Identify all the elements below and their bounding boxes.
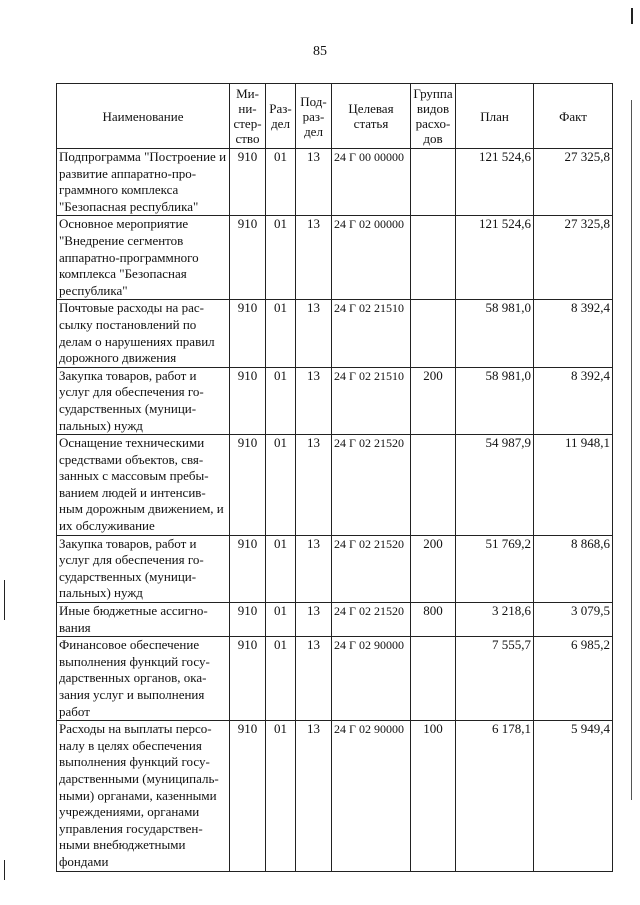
scan-edge-mark	[4, 580, 5, 620]
row-fact: 6 985,2	[534, 637, 613, 721]
row-fact: 27 325,8	[534, 216, 613, 300]
row-subsection: 13	[296, 721, 332, 871]
header-name: Наименование	[57, 84, 230, 149]
row-subsection: 13	[296, 300, 332, 367]
table-row	[57, 535, 613, 602]
row-fact: 11 948,1	[534, 435, 613, 536]
row-target: 24 Г 02 21520	[332, 535, 411, 602]
table-row	[57, 637, 613, 721]
row-subsection: 13	[296, 535, 332, 602]
table-row	[57, 300, 613, 367]
row-fact: 3 079,5	[534, 603, 613, 637]
table-row	[57, 721, 613, 871]
row-group	[411, 637, 456, 721]
table-row	[57, 435, 613, 536]
row-subsection: 13	[296, 435, 332, 536]
row-ministry: 910	[230, 535, 266, 602]
row-subsection: 13	[296, 603, 332, 637]
row-group: 200	[411, 367, 456, 434]
row-subsection: 13	[296, 637, 332, 721]
row-section: 01	[266, 149, 296, 216]
row-name: Финансовое обеспечение выполнения функций госу-дарственных органов, ока-зания услуг и выполнения работ	[57, 637, 230, 721]
header-target: Целевая статья	[332, 84, 411, 149]
row-plan: 54 987,9	[456, 435, 534, 536]
row-group	[411, 435, 456, 536]
row-ministry: 910	[230, 300, 266, 367]
row-plan: 58 981,0	[456, 300, 534, 367]
row-section: 01	[266, 216, 296, 300]
row-target: 24 Г 02 90000	[332, 637, 411, 721]
row-section: 01	[266, 367, 296, 434]
row-subsection: 13	[296, 149, 332, 216]
table-row	[57, 603, 613, 637]
row-ministry: 910	[230, 149, 266, 216]
row-plan: 121 524,6	[456, 216, 534, 300]
row-ministry: 910	[230, 637, 266, 721]
row-section: 01	[266, 535, 296, 602]
row-plan: 121 524,6	[456, 149, 534, 216]
row-plan: 7 555,7	[456, 637, 534, 721]
row-fact: 8 392,4	[534, 367, 613, 434]
table-header-row	[57, 84, 613, 149]
scan-edge-mark	[4, 860, 5, 880]
row-target: 24 Г 02 00000	[332, 216, 411, 300]
table-row	[57, 367, 613, 434]
row-ministry: 910	[230, 435, 266, 536]
row-name: Закупка товаров, работ и услуг для обеспечения го-сударственных (муници-пальных) нужд	[57, 367, 230, 434]
row-subsection: 13	[296, 367, 332, 434]
table-row	[57, 149, 613, 216]
row-fact: 8 392,4	[534, 300, 613, 367]
table-row	[57, 216, 613, 300]
row-section: 01	[266, 435, 296, 536]
row-group	[411, 149, 456, 216]
row-section: 01	[266, 637, 296, 721]
row-name: Оснащение техническими средствами объектов, свя-занных с массовым пребы-ванием людей и интенсив-ным дорожным движением, и их обслуживание	[57, 435, 230, 536]
row-plan: 6 178,1	[456, 721, 534, 871]
row-group: 200	[411, 535, 456, 602]
header-group: Группа видов расхо-дов	[411, 84, 456, 149]
row-group: 100	[411, 721, 456, 871]
row-group	[411, 300, 456, 367]
row-plan: 51 769,2	[456, 535, 534, 602]
header-fact: Факт	[534, 84, 613, 149]
header-subsection: Под-раз-дел	[296, 84, 332, 149]
header-plan: План	[456, 84, 534, 149]
row-plan: 3 218,6	[456, 603, 534, 637]
row-target: 24 Г 02 21520	[332, 435, 411, 536]
row-ministry: 910	[230, 603, 266, 637]
scan-edge-mark	[631, 8, 633, 24]
header-section: Раз-дел	[266, 84, 296, 149]
scan-edge-mark	[631, 100, 632, 800]
row-name: Почтовые расходы на рас-сылку постановлений по делам о нарушениях правил дорожного движения	[57, 300, 230, 367]
row-group: 800	[411, 603, 456, 637]
row-section: 01	[266, 721, 296, 871]
row-target: 24 Г 02 90000	[332, 721, 411, 871]
row-fact: 8 868,6	[534, 535, 613, 602]
row-name: Расходы на выплаты персо-налу в целях обеспечения выполнения функций госу-дарственными (муниципаль-ными) органами, казенными учреждениями, органами управления государствен-ными внебюджетными фондами	[57, 721, 230, 871]
row-section: 01	[266, 300, 296, 367]
row-target: 24 Г 02 21510	[332, 367, 411, 434]
row-name: Закупка товаров, работ и услуг для обеспечения го-сударственных (муници-пальных) нужд	[57, 535, 230, 602]
row-section: 01	[266, 603, 296, 637]
row-fact: 5 949,4	[534, 721, 613, 871]
row-name: Иные бюджетные ассигно-вания	[57, 603, 230, 637]
row-name: Подпрограмма "Построение и развитие аппаратно-про-граммного комплекса "Безопасная республика"	[57, 149, 230, 216]
row-ministry: 910	[230, 216, 266, 300]
row-target: 24 Г 02 21520	[332, 603, 411, 637]
budget-table	[56, 83, 613, 872]
row-name: Основное мероприятие "Внедрение сегментов аппаратно-программного комплекса "Безопасная республика"	[57, 216, 230, 300]
row-target: 24 Г 00 00000	[332, 149, 411, 216]
row-target: 24 Г 02 21510	[332, 300, 411, 367]
header-ministry: Ми-ни-стер-ство	[230, 84, 266, 149]
row-ministry: 910	[230, 367, 266, 434]
page-number: 85	[313, 44, 327, 59]
row-fact: 27 325,8	[534, 149, 613, 216]
row-plan: 58 981,0	[456, 367, 534, 434]
row-ministry: 910	[230, 721, 266, 871]
row-subsection: 13	[296, 216, 332, 300]
row-group	[411, 216, 456, 300]
